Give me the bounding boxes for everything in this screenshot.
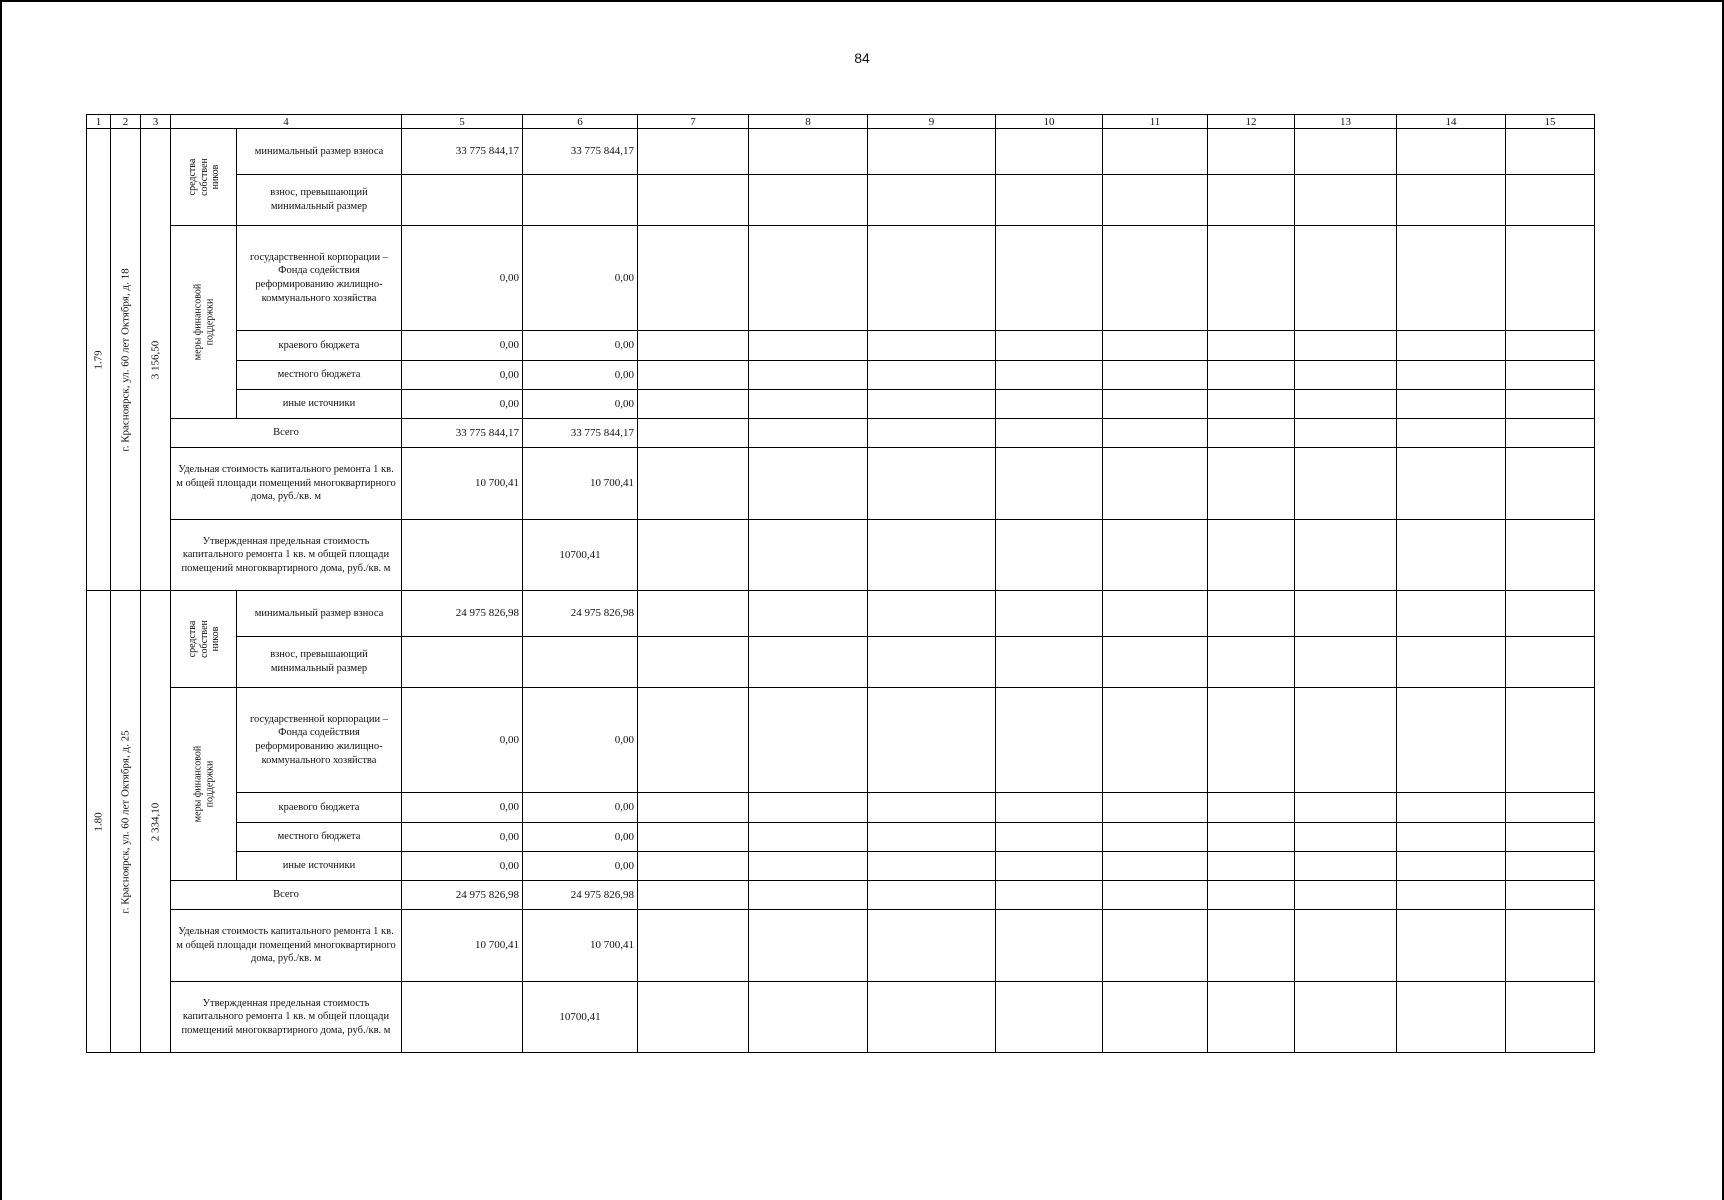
support-measures-group-text: меры финансовой поддержки xyxy=(192,283,215,361)
col7-cell xyxy=(638,793,749,823)
col11-cell xyxy=(1103,448,1208,520)
col14-cell xyxy=(1397,823,1506,852)
col6-value: 24 975 826,98 xyxy=(523,881,638,910)
row-label: взнос, превышающий минимальный размер xyxy=(237,175,402,226)
col14-cell xyxy=(1397,793,1506,823)
owner-funds-group xyxy=(171,591,237,688)
col10-cell xyxy=(996,361,1103,390)
col10-cell xyxy=(996,419,1103,448)
col10-cell xyxy=(996,390,1103,419)
col-header-6: 6 xyxy=(523,115,638,129)
col-header-7: 7 xyxy=(638,115,749,129)
col15-cell xyxy=(1506,226,1595,331)
col7-cell xyxy=(638,637,749,688)
col6-value: 0,00 xyxy=(523,390,638,419)
col7-cell xyxy=(638,448,749,520)
col8-cell xyxy=(749,637,868,688)
col10-cell xyxy=(996,331,1103,361)
col13-cell xyxy=(1295,793,1397,823)
col7-cell xyxy=(638,591,749,637)
col13-cell xyxy=(1295,982,1397,1053)
col5-value: 0,00 xyxy=(402,793,523,823)
col15-cell xyxy=(1506,520,1595,591)
col12-cell xyxy=(1208,175,1295,226)
col7-cell xyxy=(638,982,749,1053)
col9-cell xyxy=(868,852,996,881)
col11-cell xyxy=(1103,226,1208,331)
col13-cell xyxy=(1295,175,1397,226)
col7-cell xyxy=(638,175,749,226)
col14-cell xyxy=(1397,688,1506,793)
row-label: государственной корпорации – Фонда содействия реформированию жилищно-коммунального хозяйства xyxy=(237,226,402,331)
row-label: местного бюджета xyxy=(237,823,402,852)
building-address-text: г. Красноярск, ул. 60 лет Октября, д. 25 xyxy=(119,729,132,914)
col8-cell xyxy=(749,331,868,361)
col6-value: 0,00 xyxy=(523,852,638,881)
col5-value: 0,00 xyxy=(402,361,523,390)
col12-cell xyxy=(1208,910,1295,982)
col12-cell xyxy=(1208,591,1295,637)
col5-value: 0,00 xyxy=(402,331,523,361)
building-area-text: 3 156,50 xyxy=(149,340,162,379)
col14-cell xyxy=(1397,331,1506,361)
col9-cell xyxy=(868,823,996,852)
table-row xyxy=(87,361,1595,390)
col6-value: 10 700,41 xyxy=(523,448,638,520)
col7-cell xyxy=(638,331,749,361)
col11-cell xyxy=(1103,852,1208,881)
col-header-10: 10 xyxy=(996,115,1103,129)
col14-cell xyxy=(1397,852,1506,881)
col7-cell xyxy=(638,520,749,591)
col15-cell xyxy=(1506,129,1595,175)
col15-cell xyxy=(1506,637,1595,688)
col13-cell xyxy=(1295,520,1397,591)
table-row xyxy=(87,688,1595,793)
col9-cell xyxy=(868,520,996,591)
col15-cell xyxy=(1506,390,1595,419)
col-header-1: 1 xyxy=(87,115,111,129)
blocks-body xyxy=(87,129,1595,1053)
table-row xyxy=(87,448,1595,520)
col13-cell xyxy=(1295,852,1397,881)
col5-value: 33 775 844,17 xyxy=(402,129,523,175)
col6-value: 0,00 xyxy=(523,226,638,331)
col13-cell xyxy=(1295,688,1397,793)
col5-value: 0,00 xyxy=(402,390,523,419)
col8-cell xyxy=(749,419,868,448)
col11-cell xyxy=(1103,419,1208,448)
table-row xyxy=(87,852,1595,881)
row-label: взнос, превышающий минимальный размер xyxy=(237,637,402,688)
row-label: государственной корпорации – Фонда содействия реформированию жилищно-коммунального хозяйства xyxy=(237,688,402,793)
row-label: Удельная стоимость капитального ремонта 1 кв. м общей площади помещений многоквартирного дома, руб./кв. м xyxy=(171,448,402,520)
col13-cell xyxy=(1295,637,1397,688)
col9-cell xyxy=(868,129,996,175)
col7-cell xyxy=(638,823,749,852)
col5-value: 0,00 xyxy=(402,852,523,881)
row-label: краевого бюджета xyxy=(237,793,402,823)
col9-cell xyxy=(868,793,996,823)
col5-value: 24 975 826,98 xyxy=(402,591,523,637)
col14-cell xyxy=(1397,448,1506,520)
col11-cell xyxy=(1103,361,1208,390)
col8-cell xyxy=(749,361,868,390)
col-header-9: 9 xyxy=(868,115,996,129)
building-area xyxy=(141,129,171,591)
col8-cell xyxy=(749,390,868,419)
col10-cell xyxy=(996,226,1103,331)
row-label: Удельная стоимость капитального ремонта 1 кв. м общей площади помещений многоквартирного дома, руб./кв. м xyxy=(171,910,402,982)
building-address xyxy=(111,129,141,591)
col-header-5: 5 xyxy=(402,115,523,129)
col12-cell xyxy=(1208,982,1295,1053)
table-row xyxy=(87,520,1595,591)
col5-value: 0,00 xyxy=(402,688,523,793)
col6-value: 10700,41 xyxy=(523,982,638,1053)
col13-cell xyxy=(1295,361,1397,390)
col15-cell xyxy=(1506,591,1595,637)
col14-cell xyxy=(1397,419,1506,448)
table-row xyxy=(87,226,1595,331)
col7-cell xyxy=(638,910,749,982)
col10-cell xyxy=(996,591,1103,637)
row-label: Всего xyxy=(171,881,402,910)
owner-funds-group xyxy=(171,129,237,226)
table-row xyxy=(87,390,1595,419)
col7-cell xyxy=(638,881,749,910)
page-border-left xyxy=(0,0,2,1200)
financing-table xyxy=(86,114,1595,1053)
row-label: иные источники xyxy=(237,390,402,419)
col9-cell xyxy=(868,331,996,361)
col6-value: 0,00 xyxy=(523,361,638,390)
col15-cell xyxy=(1506,361,1595,390)
col10-cell xyxy=(996,823,1103,852)
col7-cell xyxy=(638,419,749,448)
row-label: краевого бюджета xyxy=(237,331,402,361)
col8-cell xyxy=(749,910,868,982)
col11-cell xyxy=(1103,331,1208,361)
col12-cell xyxy=(1208,520,1295,591)
col12-cell xyxy=(1208,331,1295,361)
col12-cell xyxy=(1208,419,1295,448)
row-label: минимальный размер взноса xyxy=(237,591,402,637)
col15-cell xyxy=(1506,823,1595,852)
col15-cell xyxy=(1506,793,1595,823)
col11-cell xyxy=(1103,175,1208,226)
col10-cell xyxy=(996,910,1103,982)
col6-value: 33 775 844,17 xyxy=(523,129,638,175)
col9-cell xyxy=(868,175,996,226)
col9-cell xyxy=(868,226,996,331)
col13-cell xyxy=(1295,331,1397,361)
col-header-13: 13 xyxy=(1295,115,1397,129)
col11-cell xyxy=(1103,910,1208,982)
table-row xyxy=(87,637,1595,688)
col6-value: 0,00 xyxy=(523,688,638,793)
col10-cell xyxy=(996,852,1103,881)
table-row xyxy=(87,823,1595,852)
col7-cell xyxy=(638,688,749,793)
col-header-4: 4 xyxy=(171,115,402,129)
col5-value xyxy=(402,175,523,226)
col12-cell xyxy=(1208,688,1295,793)
col15-cell xyxy=(1506,982,1595,1053)
support-measures-group xyxy=(171,226,237,419)
col5-value xyxy=(402,637,523,688)
col13-cell xyxy=(1295,390,1397,419)
col-header-3: 3 xyxy=(141,115,171,129)
building-address xyxy=(111,591,141,1053)
col8-cell xyxy=(749,688,868,793)
col-header-12: 12 xyxy=(1208,115,1295,129)
col6-value: 0,00 xyxy=(523,823,638,852)
col14-cell xyxy=(1397,175,1506,226)
col9-cell xyxy=(868,390,996,419)
col13-cell xyxy=(1295,591,1397,637)
item-number-text: 1.79 xyxy=(92,349,105,370)
col10-cell xyxy=(996,175,1103,226)
col15-cell xyxy=(1506,881,1595,910)
col11-cell xyxy=(1103,637,1208,688)
col13-cell xyxy=(1295,226,1397,331)
col11-cell xyxy=(1103,129,1208,175)
col5-value: 33 775 844,17 xyxy=(402,419,523,448)
col6-value xyxy=(523,637,638,688)
col9-cell xyxy=(868,448,996,520)
col8-cell xyxy=(749,591,868,637)
col9-cell xyxy=(868,982,996,1053)
col9-cell xyxy=(868,881,996,910)
col5-value xyxy=(402,982,523,1053)
col-header-11: 11 xyxy=(1103,115,1208,129)
col12-cell xyxy=(1208,361,1295,390)
owner-funds-group-text: средства собствен ников xyxy=(186,620,221,658)
col11-cell xyxy=(1103,591,1208,637)
row-label: минимальный размер взноса xyxy=(237,129,402,175)
col5-value: 10 700,41 xyxy=(402,910,523,982)
col15-cell xyxy=(1506,331,1595,361)
col5-value: 0,00 xyxy=(402,226,523,331)
col8-cell xyxy=(749,175,868,226)
item-number xyxy=(87,129,111,591)
col7-cell xyxy=(638,361,749,390)
col-header-8: 8 xyxy=(749,115,868,129)
col10-cell xyxy=(996,881,1103,910)
col12-cell xyxy=(1208,823,1295,852)
col14-cell xyxy=(1397,982,1506,1053)
col10-cell xyxy=(996,982,1103,1053)
row-label: местного бюджета xyxy=(237,361,402,390)
col10-cell xyxy=(996,129,1103,175)
col14-cell xyxy=(1397,226,1506,331)
table-row xyxy=(87,982,1595,1053)
col7-cell xyxy=(638,390,749,419)
col14-cell xyxy=(1397,520,1506,591)
item-number xyxy=(87,591,111,1053)
col9-cell xyxy=(868,688,996,793)
building-area-text: 2 334,10 xyxy=(149,802,162,841)
table-row xyxy=(87,419,1595,448)
col14-cell xyxy=(1397,390,1506,419)
col12-cell xyxy=(1208,226,1295,331)
col12-cell xyxy=(1208,881,1295,910)
column-number-row xyxy=(87,115,1595,129)
col11-cell xyxy=(1103,982,1208,1053)
page-border-top xyxy=(0,0,1724,2)
table-row xyxy=(87,881,1595,910)
col10-cell xyxy=(996,448,1103,520)
table-row xyxy=(87,331,1595,361)
col9-cell xyxy=(868,591,996,637)
col15-cell xyxy=(1506,910,1595,982)
col8-cell xyxy=(749,520,868,591)
row-label: иные источники xyxy=(237,852,402,881)
col10-cell xyxy=(996,637,1103,688)
col12-cell xyxy=(1208,390,1295,419)
col8-cell xyxy=(749,448,868,520)
support-measures-group xyxy=(171,688,237,881)
col12-cell xyxy=(1208,852,1295,881)
owner-funds-group-text: средства собствен ников xyxy=(186,158,221,196)
support-measures-group-text: меры финансовой поддержки xyxy=(192,745,215,823)
col12-cell xyxy=(1208,793,1295,823)
table-row xyxy=(87,129,1595,175)
col15-cell xyxy=(1506,419,1595,448)
col6-value: 33 775 844,17 xyxy=(523,419,638,448)
col9-cell xyxy=(868,637,996,688)
col6-value: 10700,41 xyxy=(523,520,638,591)
col15-cell xyxy=(1506,448,1595,520)
col10-cell xyxy=(996,793,1103,823)
col6-value: 0,00 xyxy=(523,331,638,361)
building-area xyxy=(141,591,171,1053)
table-row xyxy=(87,910,1595,982)
col14-cell xyxy=(1397,591,1506,637)
col8-cell xyxy=(749,982,868,1053)
col11-cell xyxy=(1103,823,1208,852)
col6-value xyxy=(523,175,638,226)
row-label: Всего xyxy=(171,419,402,448)
col11-cell xyxy=(1103,793,1208,823)
table-row xyxy=(87,591,1595,637)
col5-value: 0,00 xyxy=(402,823,523,852)
col5-value: 10 700,41 xyxy=(402,448,523,520)
col8-cell xyxy=(749,793,868,823)
row-label: Утвержденная предельная стоимость капитального ремонта 1 кв. м общей площади помещений многоквартирного дома, руб./кв. м xyxy=(171,982,402,1053)
col13-cell xyxy=(1295,448,1397,520)
col6-value: 24 975 826,98 xyxy=(523,591,638,637)
col12-cell xyxy=(1208,637,1295,688)
table-row xyxy=(87,793,1595,823)
col13-cell xyxy=(1295,129,1397,175)
col12-cell xyxy=(1208,129,1295,175)
col10-cell xyxy=(996,520,1103,591)
col-header-15: 15 xyxy=(1506,115,1595,129)
building-address-text: г. Красноярск, ул. 60 лет Октября, д. 18 xyxy=(119,267,132,452)
col5-value xyxy=(402,520,523,591)
col11-cell xyxy=(1103,688,1208,793)
col9-cell xyxy=(868,361,996,390)
col7-cell xyxy=(638,226,749,331)
col11-cell xyxy=(1103,881,1208,910)
col9-cell xyxy=(868,910,996,982)
col11-cell xyxy=(1103,390,1208,419)
col15-cell xyxy=(1506,175,1595,226)
col11-cell xyxy=(1103,520,1208,591)
col5-value: 24 975 826,98 xyxy=(402,881,523,910)
col6-value: 10 700,41 xyxy=(523,910,638,982)
col8-cell xyxy=(749,852,868,881)
col-header-14: 14 xyxy=(1397,115,1506,129)
col12-cell xyxy=(1208,448,1295,520)
col13-cell xyxy=(1295,823,1397,852)
col-header-2: 2 xyxy=(111,115,141,129)
col9-cell xyxy=(868,419,996,448)
col14-cell xyxy=(1397,881,1506,910)
col15-cell xyxy=(1506,688,1595,793)
col8-cell xyxy=(749,226,868,331)
row-label: Утвержденная предельная стоимость капитального ремонта 1 кв. м общей площади помещений многоквартирного дома, руб./кв. м xyxy=(171,520,402,591)
col8-cell xyxy=(749,881,868,910)
col8-cell xyxy=(749,129,868,175)
col14-cell xyxy=(1397,361,1506,390)
col6-value: 0,00 xyxy=(523,793,638,823)
col7-cell xyxy=(638,852,749,881)
item-number-text: 1.80 xyxy=(92,811,105,832)
table-row xyxy=(87,175,1595,226)
col8-cell xyxy=(749,823,868,852)
col15-cell xyxy=(1506,852,1595,881)
col14-cell xyxy=(1397,910,1506,982)
col14-cell xyxy=(1397,129,1506,175)
col13-cell xyxy=(1295,881,1397,910)
col7-cell xyxy=(638,129,749,175)
col13-cell xyxy=(1295,419,1397,448)
col13-cell xyxy=(1295,910,1397,982)
col10-cell xyxy=(996,688,1103,793)
page-number: 84 xyxy=(854,50,870,66)
col14-cell xyxy=(1397,637,1506,688)
